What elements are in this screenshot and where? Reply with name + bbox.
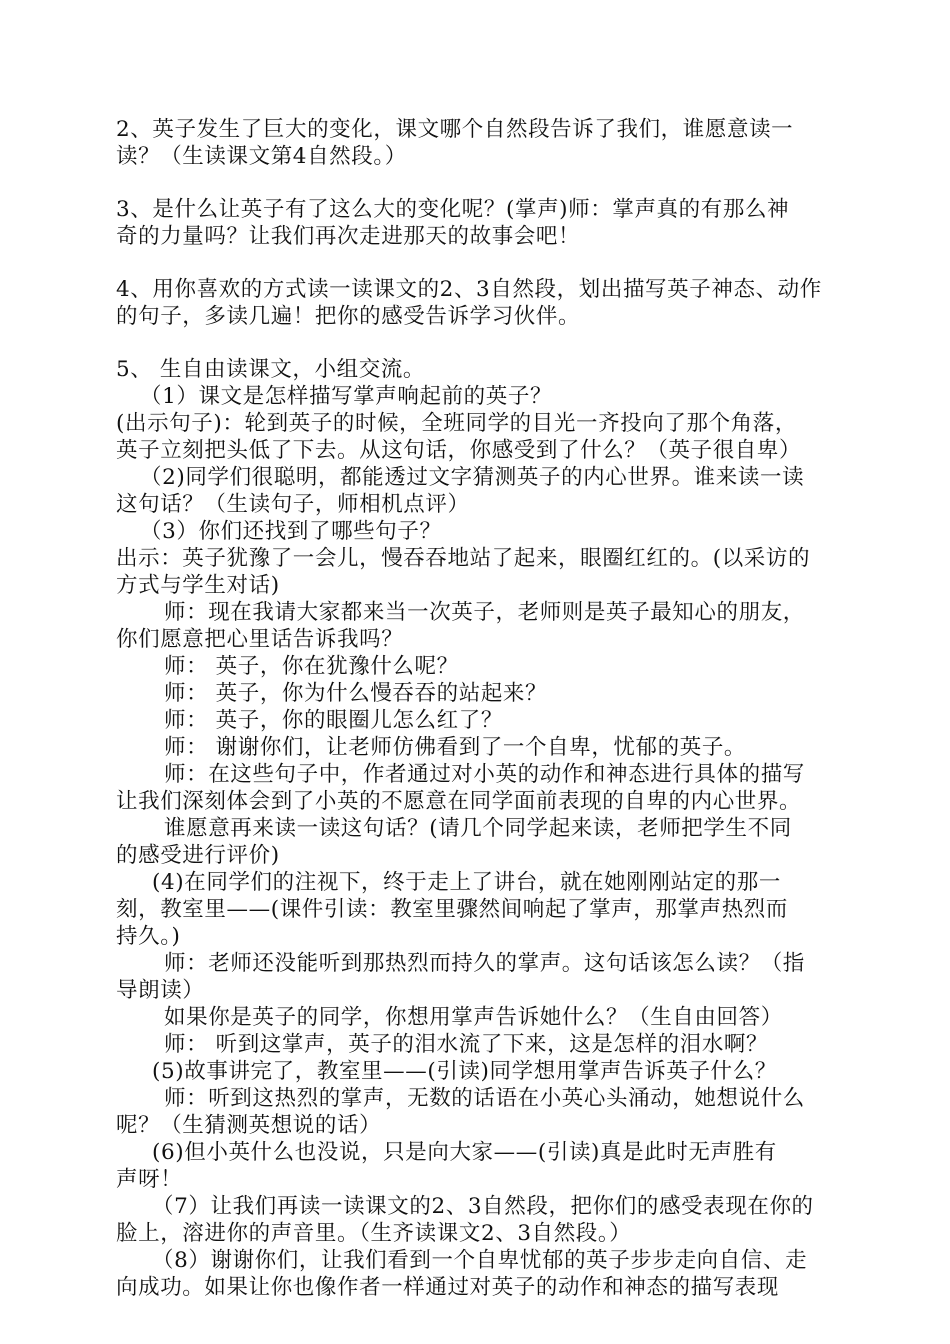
text-line: 师：老师还没能听到那热烈而持久的掌声。这句话该怎么读？（指 <box>164 951 805 976</box>
text-line: 4、用你喜欢的方式读一读课文的2、3自然段，划出描写英子神态、动作 <box>116 277 822 302</box>
text-line: 脸上，溶进你的声音里。（生齐读课文2、3自然段。） <box>116 1221 632 1246</box>
text-line: 让我们深刻体会到了小英的不愿意在同学面前表现的自卑的内心世界。 <box>116 789 802 814</box>
text-line: （2)同学们很聪明，都能透过文字猜测英子的内心世界。谁来读一读 <box>140 465 805 490</box>
text-line: (4)在同学们的注视下，终于走上了讲台，就在她刚刚站定的那一 <box>152 870 781 895</box>
paragraph-4 <box>116 276 838 330</box>
text-line: 师： 英子，你为什么慢吞吞的站起来？ <box>164 681 548 706</box>
text-line: 导朗读） <box>116 978 205 1003</box>
text-line: 5、 生自由读课文，小组交流。 <box>116 357 426 382</box>
text-line: 师： 谢谢你们，让老师仿佛看到了一个自卑，忧郁的英子。 <box>164 735 747 760</box>
text-line: 师： 听到这掌声，英子的泪水流了下来，这是怎样的泪水啊？ <box>164 1032 769 1057</box>
text-line: （1）课文是怎样描写掌声响起前的英子？ <box>140 384 553 409</box>
text-line: 刻，教室里——(课件引读：教室里骤然间响起了掌声，那掌声热烈而 <box>116 897 788 922</box>
text-line: 师： 英子，你在犹豫什么呢？ <box>164 654 459 679</box>
text-line: 奇的力量吗？让我们再次走进那天的故事会吧！ <box>116 224 581 249</box>
text-line: (5)故事讲完了，教室里——(引读)同学想用掌声告诉英子什么？ <box>152 1059 777 1084</box>
text-line: 师：在这些句子中，作者通过对小英的动作和神态进行具体的描写 <box>164 762 805 787</box>
paragraph-3 <box>116 196 838 250</box>
text-line: 的感受进行评价) <box>116 843 280 868</box>
text-line: 声呀！ <box>116 1167 183 1192</box>
text-line: 的句子，多读几遍！把你的感受告诉学习伙伴。 <box>116 304 581 329</box>
text-line: 3、是什么让英子有了这么大的变化呢？(掌声)师：掌声真的有那么神 <box>116 197 790 222</box>
text-line: 向成功。如果让你也像作者一样通过对英子的动作和神态的描写表现 <box>116 1275 780 1300</box>
text-line: (出示句子)：轮到英子的时候，全班同学的目光一齐投向了那个角落， <box>116 411 797 436</box>
text-line: （8）谢谢你们，让我们看到一个自卑忧郁的英子步步走向自信、走 <box>152 1248 808 1273</box>
text-line: 呢？（生猜测英想说的话） <box>116 1113 382 1138</box>
text-line: 如果你是英子的同学，你想用掌声告诉她什么？（生自由回答） <box>164 1005 783 1030</box>
text-line: 持久。) <box>116 924 181 949</box>
text-line: （3）你们还找到了哪些句子？ <box>140 519 442 544</box>
paragraph-5 <box>116 356 838 1301</box>
paragraph-2 <box>116 116 838 170</box>
text-line: 师： 英子，你的眼圈儿怎么红了？ <box>164 708 503 733</box>
text-line: 读？（生读课文第4自然段。） <box>116 144 407 169</box>
text-line: （7）让我们再读一读课文的2、3自然段，把你们的感受表现在你的 <box>152 1194 814 1219</box>
text-line: 谁愿意再来读一读这句话？(请几个同学起来读，老师把学生不同 <box>164 816 792 841</box>
text-line: 2、英子发生了巨大的变化，课文哪个自然段告诉了我们，谁愿意读一 <box>116 117 794 142</box>
text-line: 师：现在我请大家都来当一次英子，老师则是英子最知心的朋友， <box>164 600 805 625</box>
text-line: 出示：英子犹豫了一会儿，慢吞吞地站了起来，眼圈红红的。(以采访的 <box>116 546 811 571</box>
document-page <box>116 116 838 1301</box>
text-line: 这句话？（生读句子，师相机点评） <box>116 492 470 517</box>
text-line: 师：听到这热烈的掌声，无数的话语在小英心头涌动，她想说什么 <box>164 1086 805 1111</box>
text-line: (6)但小英什么也没说，只是向大家——(引读)真是此时无声胜有 <box>152 1140 777 1165</box>
text-line: 方式与学生对话) <box>116 573 280 598</box>
text-line: 英子立刻把头低了下去。从这句话，你感受到了什么？（英子很自卑） <box>116 438 802 463</box>
text-line: 你们愿意把心里话告诉我吗？ <box>116 627 404 652</box>
